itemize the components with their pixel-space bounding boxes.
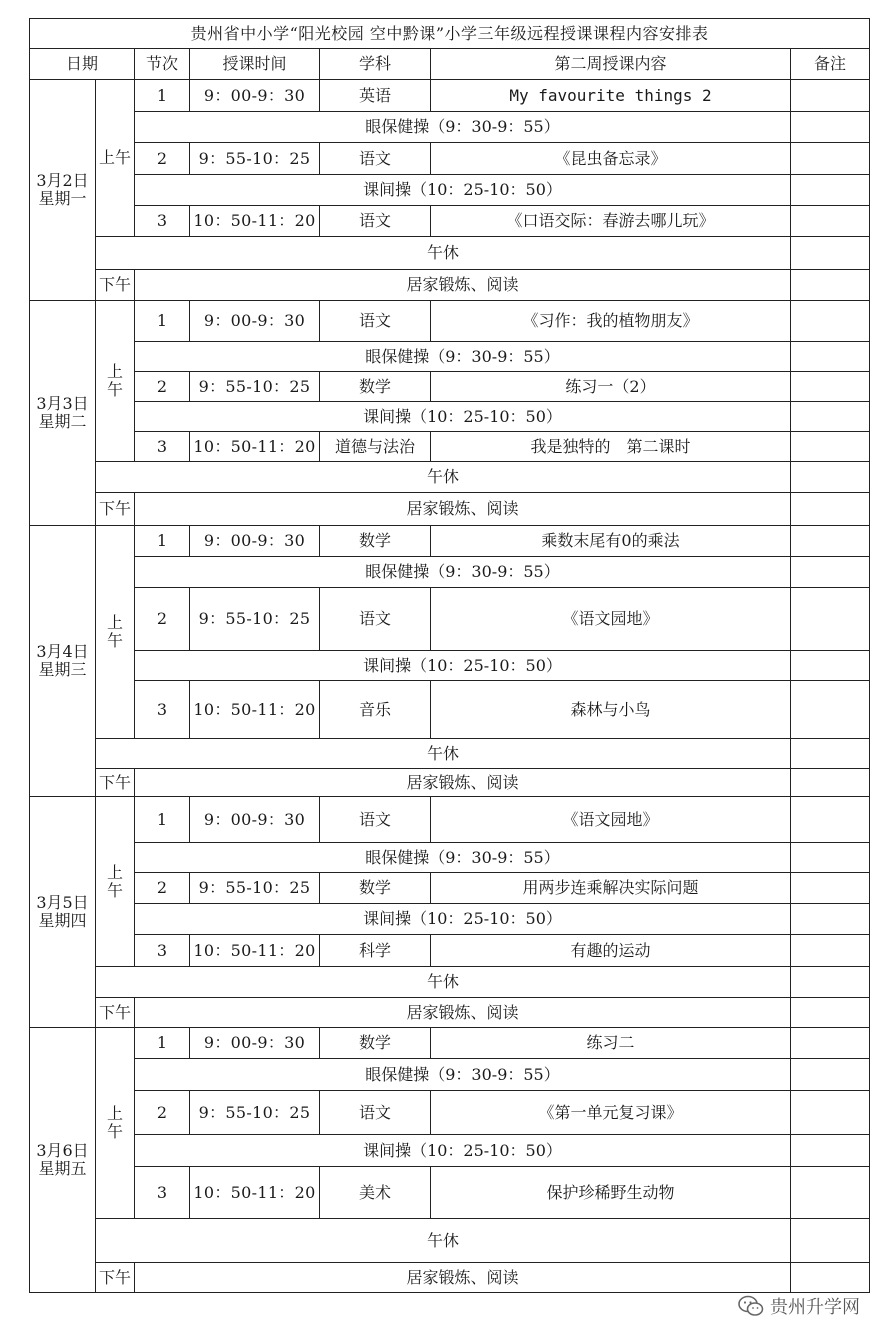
period-cell: 3 [135, 206, 190, 237]
subject-cell: 数学 [320, 1028, 431, 1059]
table-row [30, 1059, 870, 1091]
lunch-break-cell: 午休 [96, 237, 791, 270]
afternoon-label: 下午 [96, 1263, 135, 1293]
eye-exercise-cell: 眼保健操（9：30-9：55） [135, 557, 791, 588]
page-title: 贵州省中小学“阳光校园 空中黔课”小学三年级远程授课课程内容安排表 [30, 19, 870, 49]
table-row [30, 557, 870, 588]
wechat-icon [738, 1295, 764, 1317]
remark-cell [791, 1263, 870, 1293]
header-content: 第二周授课内容 [431, 49, 791, 80]
content-cell: 练习二 [431, 1028, 791, 1059]
table-row [30, 1263, 870, 1293]
table-row [30, 432, 870, 462]
afternoon-activity-cell: 居家锻炼、阅读 [135, 270, 791, 301]
break-exercise-cell: 课间操（10：25-10：50） [135, 402, 791, 432]
table-row [30, 1028, 870, 1059]
afternoon-activity-cell: 居家锻炼、阅读 [135, 493, 791, 526]
time-cell: 10：50-11：20 [190, 432, 320, 462]
period-cell: 1 [135, 80, 190, 112]
date-label: 3月3日 [36, 394, 89, 413]
table-row [30, 493, 870, 526]
afternoon-label: 下午 [96, 493, 135, 526]
weekday-label: 星期二 [38, 412, 87, 431]
content-cell: 有趣的运动 [431, 935, 791, 967]
afternoon-activity-cell: 居家锻炼、阅读 [135, 769, 791, 797]
weekday-label: 星期五 [38, 1159, 87, 1178]
time-cell: 9：55-10：25 [190, 873, 320, 904]
table-row [30, 372, 870, 402]
afternoon-label: 下午 [96, 998, 135, 1028]
table-row [30, 1091, 870, 1135]
period-cell: 3 [135, 935, 190, 967]
content-cell: 乘数末尾有0的乘法 [431, 526, 791, 557]
eye-exercise-cell: 眼保健操（9：30-9：55） [135, 1059, 791, 1091]
morning-label-bottom: 午 [106, 880, 123, 900]
remark-cell [791, 432, 870, 462]
remark-cell [791, 372, 870, 402]
table-row [30, 237, 870, 270]
table-row [30, 1219, 870, 1263]
content-cell: My favourite things 2 [431, 80, 791, 112]
weekday-label: 星期一 [38, 189, 87, 208]
lunch-break-cell: 午休 [96, 462, 791, 493]
morning-label-bottom: 午 [106, 380, 123, 399]
subject-cell: 英语 [320, 80, 431, 112]
period-cell: 1 [135, 301, 190, 342]
table-row [30, 739, 870, 769]
subject-cell: 科学 [320, 935, 431, 967]
morning-label-top: 上 [106, 613, 123, 632]
content-cell: 我是独特的 第二课时 [431, 432, 791, 462]
remark-cell [791, 1059, 870, 1091]
content-cell: 《习作：我的植物朋友》 [431, 301, 791, 342]
subject-cell: 语文 [320, 206, 431, 237]
content-cell: 《口语交际：春游去哪儿玩》 [431, 206, 791, 237]
period-cell: 1 [135, 526, 190, 557]
lunch-break-cell: 午休 [96, 967, 791, 998]
remark-cell [791, 1028, 870, 1059]
table-row [30, 80, 870, 112]
table-row [30, 769, 870, 797]
table-row [30, 998, 870, 1028]
time-cell: 10：50-11：20 [190, 206, 320, 237]
remark-cell [791, 797, 870, 843]
header-row [30, 49, 870, 80]
morning-label-top: 上 [106, 362, 123, 381]
lunch-break-cell: 午休 [96, 1219, 791, 1263]
table-row [30, 1135, 870, 1167]
remark-cell [791, 873, 870, 904]
time-cell: 9：00-9：30 [190, 1028, 320, 1059]
content-cell: 《第一单元复习课》 [431, 1091, 791, 1135]
subject-cell: 数学 [320, 372, 431, 402]
eye-exercise-cell: 眼保健操（9：30-9：55） [135, 112, 791, 143]
morning-label-top: 上 [106, 1104, 123, 1123]
content-cell: 用两步连乘解决实际问题 [431, 873, 791, 904]
time-cell: 9：00-9：30 [190, 301, 320, 342]
remark-cell [791, 651, 870, 681]
subject-cell: 美术 [320, 1167, 431, 1219]
watermark-text: 贵州升学网 [770, 1297, 860, 1318]
subject-cell: 语文 [320, 301, 431, 342]
header-time: 授课时间 [190, 49, 320, 80]
time-cell: 10：50-11：20 [190, 1167, 320, 1219]
header-remark: 备注 [791, 49, 870, 80]
remark-cell [791, 935, 870, 967]
table-row [30, 1167, 870, 1219]
time-cell: 9：55-10：25 [190, 143, 320, 175]
subject-cell: 道德与法治 [320, 432, 431, 462]
table-row [30, 112, 870, 143]
remark-cell [791, 175, 870, 206]
remark-cell [791, 493, 870, 526]
period-cell: 3 [135, 432, 190, 462]
table-row [30, 270, 870, 301]
period-cell: 3 [135, 1167, 190, 1219]
subject-cell: 数学 [320, 873, 431, 904]
date-label: 3月6日 [36, 1141, 89, 1160]
period-cell: 1 [135, 1028, 190, 1059]
time-cell: 10：50-11：20 [190, 681, 320, 739]
header-period: 节次 [135, 49, 190, 80]
date-label: 3月5日 [36, 893, 89, 912]
eye-exercise-cell: 眼保健操（9：30-9：55） [135, 843, 791, 873]
header-subject: 学科 [320, 49, 431, 80]
subject-cell: 音乐 [320, 681, 431, 739]
weekday-label: 星期三 [38, 660, 87, 679]
time-cell: 9：00-9：30 [190, 526, 320, 557]
subject-cell: 语文 [320, 143, 431, 175]
remark-cell [791, 112, 870, 143]
content-cell: 练习一（2） [431, 372, 791, 402]
table-row [30, 175, 870, 206]
break-exercise-cell: 课间操（10：25-10：50） [135, 175, 791, 206]
remark-cell [791, 967, 870, 998]
remark-cell [791, 1135, 870, 1167]
table-row [30, 935, 870, 967]
header-date: 日期 [30, 49, 135, 80]
morning-label: 上午 [96, 80, 135, 237]
time-cell: 9：55-10：25 [190, 372, 320, 402]
watermark [734, 1293, 864, 1319]
period-cell: 2 [135, 372, 190, 402]
period-cell: 2 [135, 1091, 190, 1135]
remark-cell [791, 526, 870, 557]
morning-label-bottom: 午 [106, 1122, 123, 1141]
break-exercise-cell: 课间操（10：25-10：50） [135, 651, 791, 681]
afternoon-label: 下午 [96, 769, 135, 797]
table-row [30, 143, 870, 175]
table-row [30, 797, 870, 843]
table-row [30, 588, 870, 651]
remark-cell [791, 998, 870, 1028]
morning-label-top: 上 [106, 862, 123, 882]
subject-cell: 语文 [320, 1091, 431, 1135]
table-row [30, 206, 870, 237]
eye-exercise-cell: 眼保健操（9：30-9：55） [135, 342, 791, 372]
weekday-label: 星期四 [38, 911, 87, 930]
remark-cell [791, 143, 870, 175]
table-row [30, 681, 870, 739]
afternoon-activity-cell: 居家锻炼、阅读 [135, 1263, 791, 1293]
table-row [30, 967, 870, 998]
remark-cell [791, 904, 870, 935]
time-cell: 10：50-11：20 [190, 935, 320, 967]
remark-cell [791, 769, 870, 797]
remark-cell [791, 237, 870, 270]
afternoon-label: 下午 [96, 270, 135, 301]
remark-cell [791, 402, 870, 432]
period-cell: 1 [135, 797, 190, 843]
title-row [30, 19, 870, 49]
period-cell: 2 [135, 588, 190, 651]
remark-cell [791, 1167, 870, 1219]
remark-cell [791, 557, 870, 588]
date-label: 3月4日 [36, 642, 89, 661]
morning-label [96, 797, 135, 967]
content-cell: 保护珍稀野生动物 [431, 1167, 791, 1219]
time-cell: 9：55-10：25 [190, 588, 320, 651]
content-cell: 《语文园地》 [431, 588, 791, 651]
table-row [30, 651, 870, 681]
remark-cell [791, 342, 870, 372]
table-row [30, 873, 870, 904]
time-cell: 9：00-9：30 [190, 797, 320, 843]
morning-label [96, 301, 135, 462]
time-cell: 9：55-10：25 [190, 1091, 320, 1135]
period-cell: 2 [135, 143, 190, 175]
content-cell: 森林与小鸟 [431, 681, 791, 739]
morning-label [96, 1028, 135, 1219]
period-cell: 2 [135, 873, 190, 904]
subject-cell: 数学 [320, 526, 431, 557]
date-label: 3月2日 [36, 171, 89, 190]
table-row [30, 301, 870, 342]
date-cell [30, 1028, 96, 1293]
content-cell: 《语文园地》 [431, 797, 791, 843]
table-row [30, 462, 870, 493]
subject-cell: 语文 [320, 797, 431, 843]
remark-cell [791, 1219, 870, 1263]
remark-cell [791, 301, 870, 342]
table-row [30, 402, 870, 432]
remark-cell [791, 462, 870, 493]
remark-cell [791, 843, 870, 873]
table-row [30, 526, 870, 557]
remark-cell [791, 588, 870, 651]
break-exercise-cell: 课间操（10：25-10：50） [135, 904, 791, 935]
morning-label-bottom: 午 [106, 631, 123, 650]
morning-label [96, 526, 135, 739]
remark-cell [791, 80, 870, 112]
lunch-break-cell: 午休 [96, 739, 791, 769]
afternoon-activity-cell: 居家锻炼、阅读 [135, 998, 791, 1028]
schedule-table [29, 18, 870, 1293]
date-cell [30, 797, 96, 1028]
date-cell [30, 301, 96, 526]
period-cell: 3 [135, 681, 190, 739]
date-cell [30, 526, 96, 797]
remark-cell [791, 270, 870, 301]
remark-cell [791, 1091, 870, 1135]
break-exercise-cell: 课间操（10：25-10：50） [135, 1135, 791, 1167]
content-cell: 《昆虫备忘录》 [431, 143, 791, 175]
table-row [30, 843, 870, 873]
remark-cell [791, 739, 870, 769]
subject-cell: 语文 [320, 588, 431, 651]
table-row [30, 904, 870, 935]
time-cell: 9：00-9：30 [190, 80, 320, 112]
remark-cell [791, 206, 870, 237]
date-cell [30, 80, 96, 301]
remark-cell [791, 681, 870, 739]
table-row [30, 342, 870, 372]
